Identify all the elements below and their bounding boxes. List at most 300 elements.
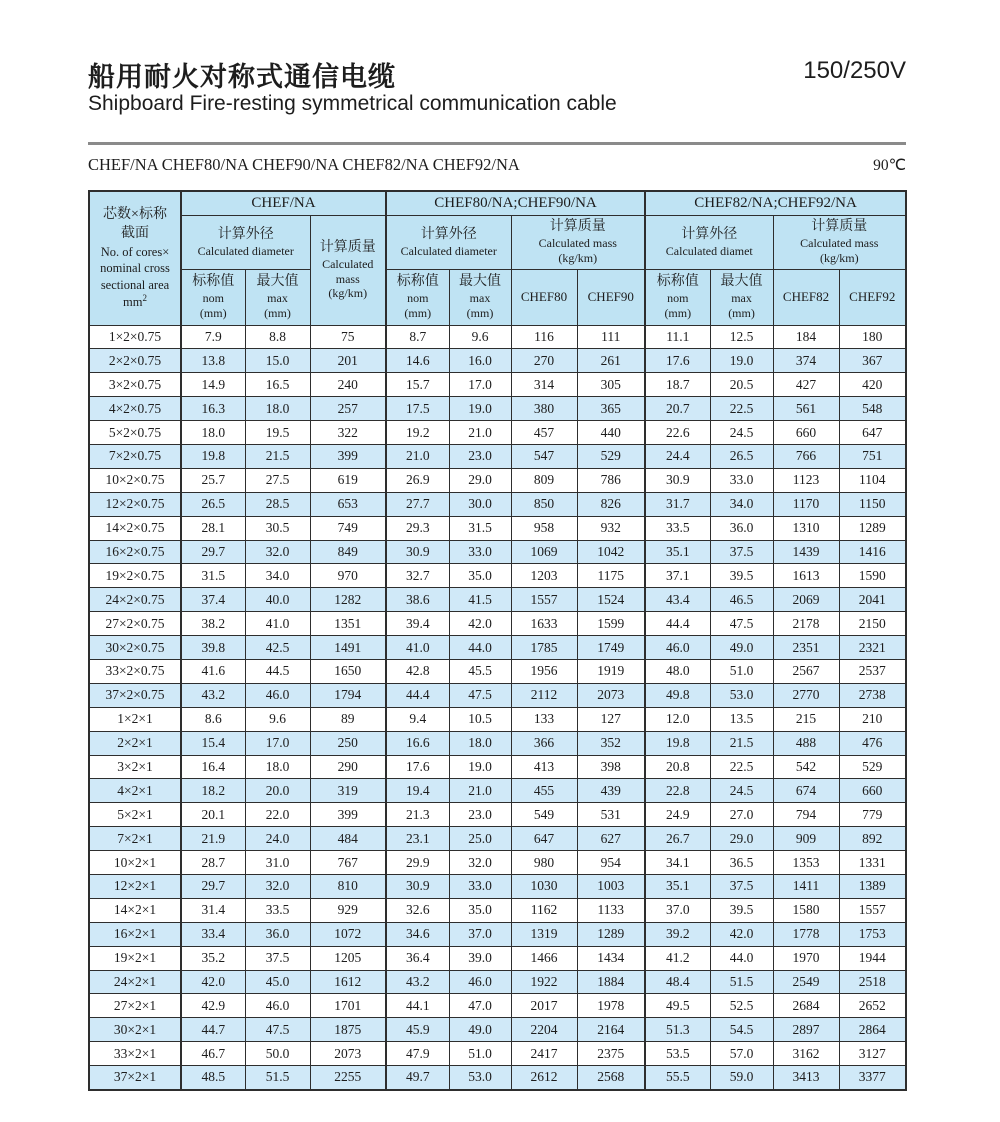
cell-value: 2375 xyxy=(577,1042,645,1066)
cell-value: 44.7 xyxy=(181,1018,245,1042)
table-row xyxy=(89,851,906,875)
cell-value: 2567 xyxy=(773,659,839,683)
cell-value: 1753 xyxy=(839,922,906,946)
corner-zh-line1: 芯数×标称 xyxy=(103,207,167,223)
cell-value: 18.0 xyxy=(449,731,511,755)
cell-value: 75 xyxy=(310,325,386,349)
cell-value: 38.6 xyxy=(386,588,449,612)
cell-value: 116 xyxy=(511,325,577,349)
mass-header-2: 计算质量 Calculated mass (kg/km) xyxy=(511,215,645,269)
table-row xyxy=(89,468,906,492)
row-size-label: 19×2×0.75 xyxy=(89,564,181,588)
nom-header-2: 标称值 nom (mm) xyxy=(386,269,449,325)
cell-value: 420 xyxy=(839,373,906,397)
cell-value: 43.2 xyxy=(386,970,449,994)
cell-value: 31.0 xyxy=(245,851,310,875)
cell-value: 29.3 xyxy=(386,516,449,540)
cell-value: 47.0 xyxy=(449,994,511,1018)
cell-value: 24.5 xyxy=(710,421,773,445)
cell-value: 1175 xyxy=(577,564,645,588)
cell-value: 17.5 xyxy=(386,397,449,421)
cell-value: 314 xyxy=(511,373,577,397)
max-header-1: 最大值 max (mm) xyxy=(245,269,310,325)
cell-value: 2073 xyxy=(577,683,645,707)
cell-value: 48.4 xyxy=(645,970,710,994)
cell-value: 11.1 xyxy=(645,325,710,349)
cell-value: 34.1 xyxy=(645,851,710,875)
cell-value: 34.6 xyxy=(386,922,449,946)
cell-value: 9.4 xyxy=(386,707,449,731)
cell-value: 2255 xyxy=(310,1066,386,1090)
table-subheader-row xyxy=(89,215,906,269)
table-row xyxy=(89,516,906,540)
cell-value: 35.1 xyxy=(645,540,710,564)
cell-value: 529 xyxy=(839,755,906,779)
cell-value: 1104 xyxy=(839,468,906,492)
cell-value: 786 xyxy=(577,468,645,492)
cell-value: 32.0 xyxy=(449,851,511,875)
cell-value: 849 xyxy=(310,540,386,564)
row-size-label: 12×2×0.75 xyxy=(89,492,181,516)
cell-value: 374 xyxy=(773,349,839,373)
table-row xyxy=(89,707,906,731)
cell-value: 26.5 xyxy=(181,492,245,516)
cell-value: 2017 xyxy=(511,994,577,1018)
cell-value: 111 xyxy=(577,325,645,349)
cell-value: 2770 xyxy=(773,683,839,707)
table-row xyxy=(89,874,906,898)
cell-value: 17.0 xyxy=(245,731,310,755)
cell-value: 1123 xyxy=(773,468,839,492)
cell-value: 201 xyxy=(310,349,386,373)
cell-value: 909 xyxy=(773,827,839,851)
cell-value: 49.7 xyxy=(386,1066,449,1090)
cell-value: 970 xyxy=(310,564,386,588)
cell-value: 547 xyxy=(511,444,577,468)
cell-value: 16.3 xyxy=(181,397,245,421)
cell-value: 89 xyxy=(310,707,386,731)
cell-value: 779 xyxy=(839,803,906,827)
cell-value: 46.0 xyxy=(245,994,310,1018)
table-row xyxy=(89,564,906,588)
cell-value: 660 xyxy=(839,779,906,803)
row-size-label: 37×2×1 xyxy=(89,1066,181,1090)
cell-value: 34.0 xyxy=(710,492,773,516)
row-size-label: 27×2×0.75 xyxy=(89,612,181,636)
cell-value: 1599 xyxy=(577,612,645,636)
cell-value: 24.0 xyxy=(245,827,310,851)
cell-value: 367 xyxy=(839,349,906,373)
cell-value: 49.5 xyxy=(645,994,710,1018)
cell-value: 2612 xyxy=(511,1066,577,1090)
table-row xyxy=(89,373,906,397)
cell-value: 19.8 xyxy=(181,444,245,468)
cell-value: 41.2 xyxy=(645,946,710,970)
cell-value: 43.2 xyxy=(181,683,245,707)
cell-value: 1150 xyxy=(839,492,906,516)
cell-value: 1289 xyxy=(577,922,645,946)
cell-value: 13.8 xyxy=(181,349,245,373)
model-list: CHEF/NA CHEF80/NA CHEF90/NA CHEF82/NA CHEF92/NA xyxy=(88,155,520,174)
cell-value: 2041 xyxy=(839,588,906,612)
cell-value: 53.5 xyxy=(645,1042,710,1066)
cell-value: 33.5 xyxy=(245,898,310,922)
row-size-label: 37×2×0.75 xyxy=(89,683,181,707)
cell-value: 184 xyxy=(773,325,839,349)
cell-value: 19.5 xyxy=(245,421,310,445)
cell-value: 21.3 xyxy=(386,803,449,827)
cell-value: 1778 xyxy=(773,922,839,946)
cell-value: 33.0 xyxy=(449,874,511,898)
cell-value: 1416 xyxy=(839,540,906,564)
cell-value: 16.6 xyxy=(386,731,449,755)
cell-value: 1922 xyxy=(511,970,577,994)
cell-value: 440 xyxy=(577,421,645,445)
spec-table xyxy=(88,190,907,1091)
cell-value: 1580 xyxy=(773,898,839,922)
cell-value: 488 xyxy=(773,731,839,755)
cell-value: 24.9 xyxy=(645,803,710,827)
row-size-label: 7×2×0.75 xyxy=(89,444,181,468)
cell-value: 561 xyxy=(773,397,839,421)
cell-value: 39.8 xyxy=(181,636,245,660)
cell-value: 38.2 xyxy=(181,612,245,636)
cell-value: 31.4 xyxy=(181,898,245,922)
cell-value: 1633 xyxy=(511,612,577,636)
corner-en-line3: sectional area xyxy=(100,277,170,292)
cell-value: 42.8 xyxy=(386,659,449,683)
group-header-chef80-90: CHEF80/NA;CHEF90/NA xyxy=(386,191,645,215)
voltage-rating: 150/250V xyxy=(803,57,906,84)
table-row xyxy=(89,994,906,1018)
cell-value: 30.9 xyxy=(386,540,449,564)
cell-value: 13.5 xyxy=(710,707,773,731)
cell-value: 27.7 xyxy=(386,492,449,516)
cell-value: 35.0 xyxy=(449,898,511,922)
cell-value: 22.5 xyxy=(710,397,773,421)
cell-value: 31.5 xyxy=(449,516,511,540)
cell-value: 15.4 xyxy=(181,731,245,755)
cell-value: 54.5 xyxy=(710,1018,773,1042)
cell-value: 45.9 xyxy=(386,1018,449,1042)
table-row xyxy=(89,898,906,922)
cell-value: 25.0 xyxy=(449,827,511,851)
cell-value: 1978 xyxy=(577,994,645,1018)
cell-value: 32.7 xyxy=(386,564,449,588)
max-header-3: 最大值 max (mm) xyxy=(710,269,773,325)
cell-value: 1557 xyxy=(839,898,906,922)
corner-zh-line2: 截面 xyxy=(121,226,149,242)
divider-rule xyxy=(88,142,906,145)
cell-value: 33.0 xyxy=(449,540,511,564)
cell-value: 32.0 xyxy=(245,874,310,898)
cell-value: 1030 xyxy=(511,874,577,898)
cell-value: 19.8 xyxy=(645,731,710,755)
cell-value: 180 xyxy=(839,325,906,349)
table-row xyxy=(89,827,906,851)
row-size-label: 7×2×1 xyxy=(89,827,181,851)
group-header-chef-na: CHEF/NA xyxy=(181,191,386,215)
cell-value: 15.7 xyxy=(386,373,449,397)
chef80-col-header: CHEF80 xyxy=(511,269,577,325)
cell-value: 766 xyxy=(773,444,839,468)
cell-value: 3377 xyxy=(839,1066,906,1090)
cell-value: 39.5 xyxy=(710,564,773,588)
cell-value: 42.5 xyxy=(245,636,310,660)
cell-value: 619 xyxy=(310,468,386,492)
cell-value: 39.4 xyxy=(386,612,449,636)
spec-table-body xyxy=(89,325,906,1090)
cell-value: 767 xyxy=(310,851,386,875)
cell-value: 250 xyxy=(310,731,386,755)
cell-value: 14.9 xyxy=(181,373,245,397)
table-row xyxy=(89,779,906,803)
cell-value: 542 xyxy=(773,755,839,779)
cell-value: 41.5 xyxy=(449,588,511,612)
cell-value: 59.0 xyxy=(710,1066,773,1090)
table-group-header-row xyxy=(89,191,906,215)
row-size-label: 14×2×0.75 xyxy=(89,516,181,540)
cell-value: 29.0 xyxy=(449,468,511,492)
table-row xyxy=(89,421,906,445)
cell-value: 2864 xyxy=(839,1018,906,1042)
cell-value: 810 xyxy=(310,874,386,898)
cell-value: 8.6 xyxy=(181,707,245,731)
cell-value: 28.1 xyxy=(181,516,245,540)
cell-value: 2568 xyxy=(577,1066,645,1090)
row-size-label: 1×2×0.75 xyxy=(89,325,181,349)
row-size-label: 2×2×1 xyxy=(89,731,181,755)
cell-value: 12.0 xyxy=(645,707,710,731)
cell-value: 28.5 xyxy=(245,492,310,516)
cell-value: 45.5 xyxy=(449,659,511,683)
cell-value: 20.8 xyxy=(645,755,710,779)
cell-value: 19.0 xyxy=(710,349,773,373)
table-row xyxy=(89,803,906,827)
cell-value: 1613 xyxy=(773,564,839,588)
cell-value: 794 xyxy=(773,803,839,827)
cell-value: 826 xyxy=(577,492,645,516)
table-row xyxy=(89,683,906,707)
cell-value: 1069 xyxy=(511,540,577,564)
cell-value: 23.0 xyxy=(449,803,511,827)
table-unit-header-row xyxy=(89,269,906,325)
cell-value: 48.0 xyxy=(645,659,710,683)
cell-value: 21.0 xyxy=(449,779,511,803)
row-size-label: 33×2×0.75 xyxy=(89,659,181,683)
cell-value: 127 xyxy=(577,707,645,731)
cell-value: 44.4 xyxy=(645,612,710,636)
table-row xyxy=(89,612,906,636)
cell-value: 1170 xyxy=(773,492,839,516)
cell-value: 21.0 xyxy=(449,421,511,445)
cell-value: 29.0 xyxy=(710,827,773,851)
row-size-label: 4×2×1 xyxy=(89,779,181,803)
cell-value: 35.2 xyxy=(181,946,245,970)
cell-value: 18.0 xyxy=(245,755,310,779)
mass-header-3: 计算质量 Calculated mass (kg/km) xyxy=(773,215,906,269)
cell-value: 9.6 xyxy=(449,325,511,349)
table-row xyxy=(89,922,906,946)
cell-value: 33.4 xyxy=(181,922,245,946)
cell-value: 51.5 xyxy=(710,970,773,994)
cell-value: 1884 xyxy=(577,970,645,994)
row-size-label: 12×2×1 xyxy=(89,874,181,898)
cell-value: 33.0 xyxy=(710,468,773,492)
cell-value: 16.4 xyxy=(181,755,245,779)
model-row xyxy=(88,155,906,175)
cell-value: 17.0 xyxy=(449,373,511,397)
cell-value: 2549 xyxy=(773,970,839,994)
cell-value: 17.6 xyxy=(645,349,710,373)
cell-value: 1557 xyxy=(511,588,577,612)
cell-value: 398 xyxy=(577,755,645,779)
cell-value: 1749 xyxy=(577,636,645,660)
cell-value: 850 xyxy=(511,492,577,516)
cell-value: 24.4 xyxy=(645,444,710,468)
cell-value: 39.0 xyxy=(449,946,511,970)
row-size-label: 30×2×1 xyxy=(89,1018,181,1042)
cell-value: 42.0 xyxy=(710,922,773,946)
cell-value: 29.9 xyxy=(386,851,449,875)
cell-value: 37.4 xyxy=(181,588,245,612)
cell-value: 413 xyxy=(511,755,577,779)
cell-value: 49.0 xyxy=(710,636,773,660)
cell-value: 1794 xyxy=(310,683,386,707)
group-header-chef82-92: CHEF82/NA;CHEF92/NA xyxy=(645,191,906,215)
cell-value: 18.0 xyxy=(181,421,245,445)
cell-value: 3413 xyxy=(773,1066,839,1090)
row-size-label: 10×2×0.75 xyxy=(89,468,181,492)
cell-value: 37.0 xyxy=(449,922,511,946)
cell-value: 322 xyxy=(310,421,386,445)
cell-value: 8.8 xyxy=(245,325,310,349)
cell-value: 37.1 xyxy=(645,564,710,588)
cell-value: 22.5 xyxy=(710,755,773,779)
cell-value: 215 xyxy=(773,707,839,731)
corner-unit: $mm^2$ xyxy=(123,292,147,309)
table-row xyxy=(89,946,906,970)
cell-value: 26.9 xyxy=(386,468,449,492)
cell-value: 22.6 xyxy=(645,421,710,445)
corner-en-line1: No. of cores× xyxy=(100,245,170,260)
cell-value: 366 xyxy=(511,731,577,755)
cell-value: 660 xyxy=(773,421,839,445)
cell-value: 53.0 xyxy=(710,683,773,707)
table-row xyxy=(89,755,906,779)
cell-value: 26.5 xyxy=(710,444,773,468)
cell-value: 210 xyxy=(839,707,906,731)
cell-value: 647 xyxy=(511,827,577,851)
table-row xyxy=(89,349,906,373)
cell-value: 30.9 xyxy=(645,468,710,492)
cell-value: 1003 xyxy=(577,874,645,898)
cell-value: 18.0 xyxy=(245,397,310,421)
cell-value: 52.5 xyxy=(710,994,773,1018)
table-row xyxy=(89,1018,906,1042)
cell-value: 476 xyxy=(839,731,906,755)
cell-value: 2150 xyxy=(839,612,906,636)
cell-value: 50.0 xyxy=(245,1042,310,1066)
cell-value: 51.0 xyxy=(449,1042,511,1066)
cell-value: 9.6 xyxy=(245,707,310,731)
table-row xyxy=(89,1042,906,1066)
cell-value: 257 xyxy=(310,397,386,421)
cell-value: 7.9 xyxy=(181,325,245,349)
cell-value: 30.5 xyxy=(245,516,310,540)
cell-value: 484 xyxy=(310,827,386,851)
cell-value: 43.4 xyxy=(645,588,710,612)
cell-value: 55.5 xyxy=(645,1066,710,1090)
cell-value: 1919 xyxy=(577,659,645,683)
cell-value: 2073 xyxy=(310,1042,386,1066)
cell-value: 261 xyxy=(577,349,645,373)
row-size-label: 5×2×1 xyxy=(89,803,181,827)
cell-value: 751 xyxy=(839,444,906,468)
cell-value: 2351 xyxy=(773,636,839,660)
cell-value: 133 xyxy=(511,707,577,731)
chef90-col-header: CHEF90 xyxy=(577,269,645,325)
cell-value: 439 xyxy=(577,779,645,803)
cell-value: 399 xyxy=(310,803,386,827)
max-header-2: 最大值 max (mm) xyxy=(449,269,511,325)
cell-value: 41.0 xyxy=(245,612,310,636)
chef82-col-header: CHEF82 xyxy=(773,269,839,325)
cell-value: 16.0 xyxy=(449,349,511,373)
cell-value: 674 xyxy=(773,779,839,803)
cell-value: 57.0 xyxy=(710,1042,773,1066)
cell-value: 37.5 xyxy=(710,540,773,564)
table-row xyxy=(89,1066,906,1090)
cell-value: 22.0 xyxy=(245,803,310,827)
cell-value: 53.0 xyxy=(449,1066,511,1090)
cell-value: 1590 xyxy=(839,564,906,588)
cell-value: 892 xyxy=(839,827,906,851)
cell-value: 47.5 xyxy=(710,612,773,636)
cell-value: 1491 xyxy=(310,636,386,660)
cell-value: 24.5 xyxy=(710,779,773,803)
cell-value: 31.5 xyxy=(181,564,245,588)
cell-value: 35.1 xyxy=(645,874,710,898)
cell-value: 809 xyxy=(511,468,577,492)
row-size-label: 2×2×0.75 xyxy=(89,349,181,373)
row-size-label: 27×2×1 xyxy=(89,994,181,1018)
corner-header xyxy=(89,191,181,325)
cell-value: 1785 xyxy=(511,636,577,660)
cell-value: 49.8 xyxy=(645,683,710,707)
cell-value: 549 xyxy=(511,803,577,827)
chef92-col-header: CHEF92 xyxy=(839,269,906,325)
cell-value: 2204 xyxy=(511,1018,577,1042)
cell-value: 653 xyxy=(310,492,386,516)
cell-value: 44.0 xyxy=(710,946,773,970)
datasheet-page xyxy=(88,0,906,1122)
cell-value: 305 xyxy=(577,373,645,397)
cell-value: 929 xyxy=(310,898,386,922)
cell-value: 34.0 xyxy=(245,564,310,588)
page-title-zh: 船用耐火对称式通信电缆 xyxy=(88,62,396,92)
row-size-label: 5×2×0.75 xyxy=(89,421,181,445)
cell-value: 47.5 xyxy=(245,1018,310,1042)
table-row xyxy=(89,588,906,612)
cell-value: 19.0 xyxy=(449,397,511,421)
cell-value: 16.5 xyxy=(245,373,310,397)
cell-value: 48.5 xyxy=(181,1066,245,1090)
cell-value: 30.0 xyxy=(449,492,511,516)
cell-value: 19.4 xyxy=(386,779,449,803)
cell-value: 427 xyxy=(773,373,839,397)
cell-value: 37.0 xyxy=(645,898,710,922)
